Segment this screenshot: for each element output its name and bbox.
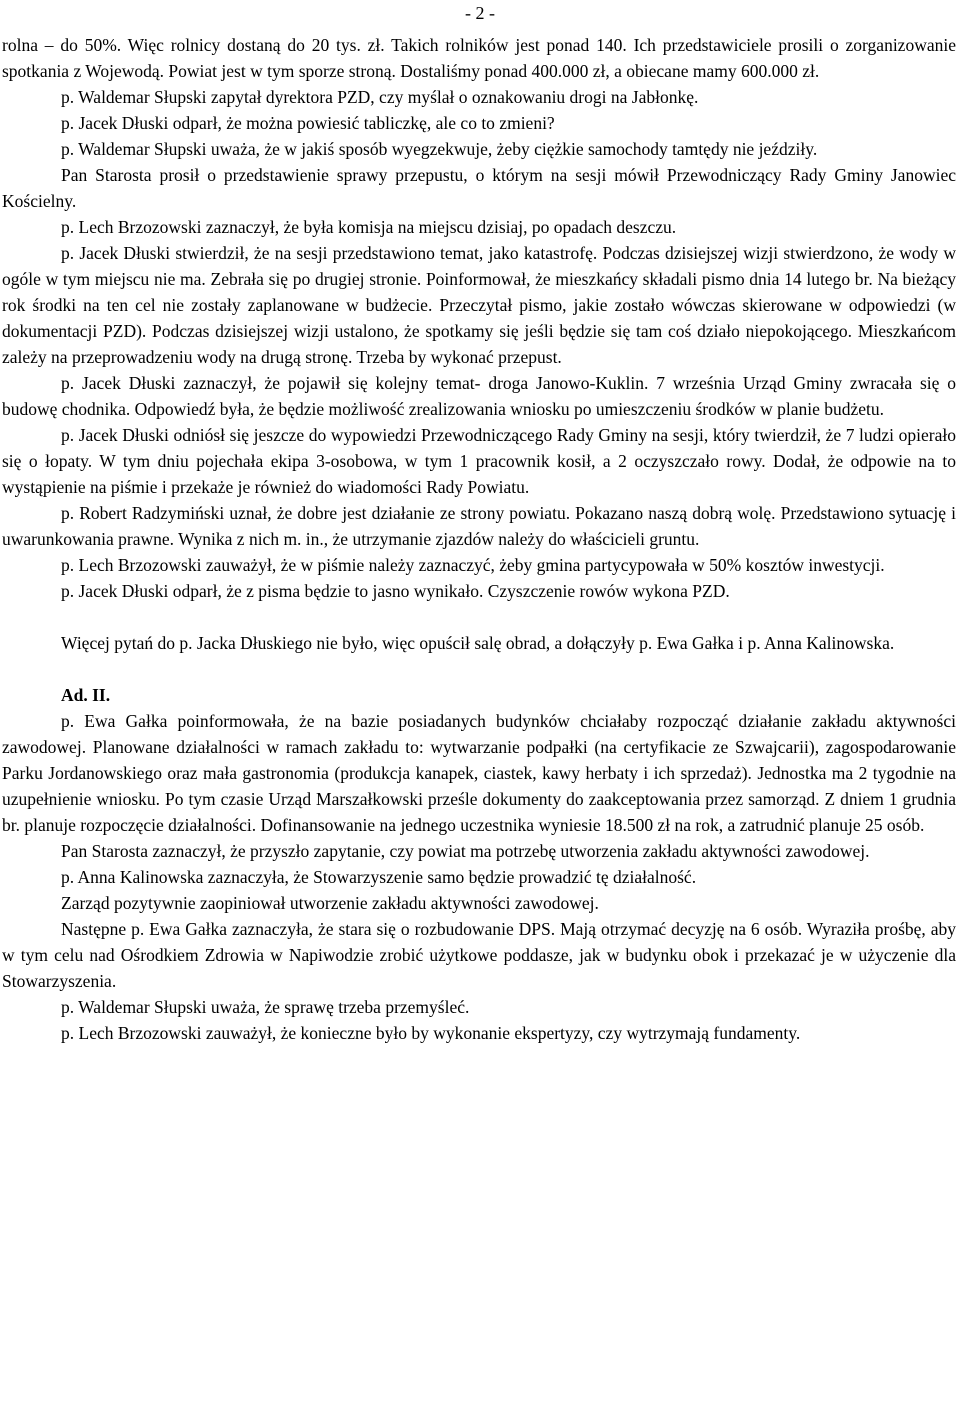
page-number: - 2 -: [465, 3, 495, 23]
paragraph: p. Lech Brzozowski zauważył, że konieczne było by wykonanie ekspertyzy, czy wytrzymają fundamenty.: [61, 1023, 801, 1043]
document-body: [2, 32, 956, 1046]
paragraph: p. Waldemar Słupski uważa, że w jakiś sposób wyegzekwuje, żeby ciężkie samochody tamtędy nie jeździły.: [61, 139, 818, 159]
paragraph: Pan Starosta prosił o przedstawienie sprawy przepustu, o którym na sesji mówił Przewodniczący Rady Gminy Janowiec Kościelny.: [2, 165, 956, 211]
paragraph: p. Robert Radzymiński uznał, że dobre jest działanie ze strony powiatu. Pokazano naszą dobrą wolę. Przedstawiono sytuację i uwarunkowania prawne. Wynika z nich m. in., że utrzymanie zjazdów należy do właścicieli gruntu.: [2, 503, 956, 549]
paragraph: p. Jacek Dłuski odniósł się jeszcze do wypowiedzi Przewodniczącego Rady Gminy na sesji, który twierdził, że 7 ludzi opierało się o łopaty. W tym dniu pojechała ekipa 3-osobowa, w tym 1 pracownik kosił, a 2 oczyszczało rowy. Dodał, że odpowie na to wystąpienie na piśmie i przekaże je również do wiadomości Rady Powiatu.: [2, 425, 956, 497]
spacer: [2, 604, 956, 630]
paragraph: Następne p. Ewa Gałka zaznaczyła, że stara się o rozbudowanie DPS. Mają otrzymać decyzję na 6 osób. Wyraziła prośbę, aby w tym celu nad Ośrodkiem Zdrowia w Napiwodzie zrobić użytkowe poddasze, jak w budynku obok i przekazać je w użyczenie dla Stowarzyszenia.: [2, 919, 956, 991]
paragraph: p. Jacek Dłuski zaznaczył, że pojawił się kolejny temat- droga Janowo-Kuklin. 7 września Urząd Gminy zwracała się o budowę chodnika. Odpowiedź była, że będzie możliwość zrealizowania wniosku po umieszczeniu środków w planie budżetu.: [2, 373, 956, 419]
paragraph: p. Waldemar Słupski zapytał dyrektora PZD, czy myślał o oznakowaniu drogi na Jabłonkę.: [61, 87, 699, 107]
paragraph: Więcej pytań do p. Jacka Dłuskiego nie było, więc opuścił salę obrad, a dołączyły p. Ewa Gałka i p. Anna Kalinowska.: [61, 633, 895, 653]
paragraph: p. Waldemar Słupski uważa, że sprawę trzeba przemyśleć.: [61, 997, 470, 1017]
paragraph: p. Lech Brzozowski zauważył, że w piśmie należy zaznaczyć, żeby gmina partycypowała w 50% kosztów inwestycji.: [61, 555, 885, 575]
paragraph: p. Anna Kalinowska zaznaczyła, że Stowarzyszenie samo będzie prowadzić tę działalność.: [61, 867, 697, 887]
paragraph: p. Ewa Gałka poinformowała, że na bazie posiadanych budynków chciałaby rozpocząć działanie zakładu aktywności zawodowej. Planowane działalności w ramach zakładu to: wytwarzanie podpałki (na certyfikacie ze Szwajcarii), zagospodarowanie Parku Jordanowskiego oraz mała gastronomia (produkcja kanapek, ciastek, kawy herbaty i ich sprzedaż). Jednostka ma 2 tygodnie na uzupełnienie wniosku. Po tym czasie Urząd Marszałkowski prześle dokumenty do zaakceptowania przez samorząd. Z dniem 1 grudnia br. planuje rozpoczęcie działalności. Dofinansowanie na jednego uczestnika wyniesie 18.500 zł na rok, a zatrudnić planuje 25 osób.: [2, 711, 956, 835]
paragraph: p. Jacek Dłuski odparł, że z pisma będzie to jasno wynikało. Czyszczenie rowów wykona PZD.: [61, 581, 730, 601]
paragraph: p. Jacek Dłuski odparł, że można powiesić tabliczkę, ale co to zmieni?: [61, 113, 555, 133]
paragraph: rolna – do 50%. Więc rolnicy dostaną do 20 tys. zł. Takich rolników jest ponad 140. Ich przedstawiciele prosili o zorganizowanie spotkania z Wojewodą. Powiat jest w tym sporze stroną. Dostaliśmy ponad 400.000 zł, a obiecane mamy 600.000 zł.: [2, 35, 956, 81]
paragraph: p. Lech Brzozowski zaznaczył, że była komisja na miejscu dzisiaj, po opadach deszczu.: [61, 217, 677, 237]
paragraph: Pan Starosta zaznaczył, że przyszło zapytanie, czy powiat ma potrzebę utworzenia zakładu aktywności zawodowej.: [61, 841, 870, 861]
paragraph: p. Jacek Dłuski stwierdził, że na sesji przedstawiono temat, jako katastrofę. Podczas dzisiejszej wizji stwierdzono, że wody w ogóle w tym miejscu nie ma. Zebrała się po drugiej stronie. Poinformował, że mieszkańcy składali pismo dnia 14 lutego br. Na bieżący rok środki na ten cel nie zostały zaplanowane w budżecie. Przeczytał pismo, jakie zostało wówczas skierowane w odpowiedzi (w dokumentacji PZD). Podczas dzisiejszej wizji ustalono, że spotkamy się jeśli będzie się tam coś działo niepokojącego. Mieszkańcom zależy na przeprowadzeniu wody na drugą stronę. Trzeba by wykonać przepust.: [2, 243, 956, 367]
spacer: [2, 656, 956, 682]
paragraph: Zarząd pozytywnie zaopiniował utworzenie zakładu aktywności zawodowej.: [61, 893, 599, 913]
section-heading: Ad. II.: [61, 685, 111, 705]
